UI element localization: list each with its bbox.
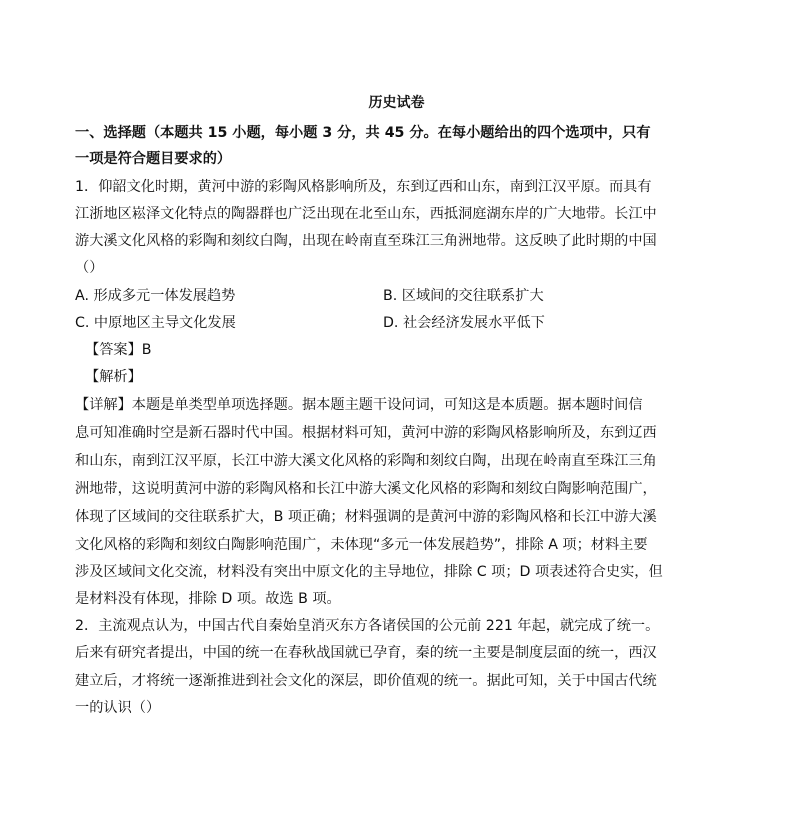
q1-option-d: D. 社会经济发展水平低下 xyxy=(383,315,545,331)
q1-stem-line-3: 游大溪文化风格的彩陶和刻纹白陶，出现在岭南直至珠江三角洲地带。这反映了此时期的中国 xyxy=(75,233,657,249)
q1-option-b: B. 区域间的交往联系扩大 xyxy=(383,288,544,304)
q1-detail-line-4: 洲地带，这说明黄河中游的彩陶风格和长江中游大溪文化风格的彩陶和刻纹白陶影响范围广， xyxy=(75,481,657,497)
q1-detail-line-7: 涉及区域间文化交流，材料没有突出中原文化的主导地位，排除 C 项；D 项表述符合史实，但 xyxy=(75,564,663,580)
q2-stem-line-4: 一的认识（） xyxy=(75,700,161,716)
q1-stem-line-2: 江浙地区崧泽文化特点的陶器群也广泛出现在北至山东，西抵洞庭湖东岸的广大地带。长江中 xyxy=(75,206,657,222)
q1-option-c: C. 中原地区主导文化发展 xyxy=(75,315,236,331)
q1-detail-line-2: 息可知准确时空是新石器时代中国。根据材料可知，黄河中游的彩陶风格影响所及，东到辽西 xyxy=(75,425,657,441)
q1-detail-line-3: 和山东，南到江汉平原，长江中游大溪文化风格的彩陶和刻纹白陶，出现在岭南直至珠江三角 xyxy=(75,453,657,469)
q1-detail-line-6: 文化风格的彩陶和刻纹白陶影响范围广，未体现“多元一体发展趋势”，排除 A 项；材料主要 xyxy=(75,537,648,553)
q1-stem-line-1: 1．仰韶文化时期，黄河中游的彩陶风格影响所及，东到辽西和山东，南到江汉平原。而具有 xyxy=(75,179,652,195)
q1-option-a: A. 形成多元一体发展趋势 xyxy=(75,288,236,304)
q1-detail-line-1: 【详解】本题是单类型单项选择题。据本题主题干设问词，可知这是本质题。据本题时间信 xyxy=(75,397,643,413)
q1-answer: 【答案】B xyxy=(85,342,152,358)
q2-stem-line-3: 建立后，才将统一逐渐推进到社会文化的深层，即价值观的统一。据此可知，关于中国古代统 xyxy=(75,673,657,689)
q1-analysis-label: 【解析】 xyxy=(85,369,142,385)
q2-stem-line-1: 2．主流观点认为，中国古代自秦始皇消灭东方各诸侯国的公元前 221 年起，就完成了统一。 xyxy=(75,618,660,634)
page-title: 历史试卷 xyxy=(368,95,425,111)
section-header-line-1: 一、选择题（本题共 15 小题，每小题 3 分，共 45 分。在每小题给出的四个选项中，只有 xyxy=(75,125,651,141)
section-header-line-2: 一项是符合题目要求的） xyxy=(75,151,232,167)
q1-detail-line-5: 体现了区域间的交往联系扩大，B 项正确；材料强调的是黄河中游的彩陶风格和长江中游大溪 xyxy=(75,509,657,525)
q1-detail-line-8: 是材料没有体现，排除 D 项。故选 B 项。 xyxy=(75,591,341,607)
q2-stem-line-2: 后来有研究者提出，中国的统一在春秋战国就已孕育，秦的统一主要是制度层面的统一，西汉 xyxy=(75,645,657,661)
q1-stem-line-4: （） xyxy=(75,260,104,276)
